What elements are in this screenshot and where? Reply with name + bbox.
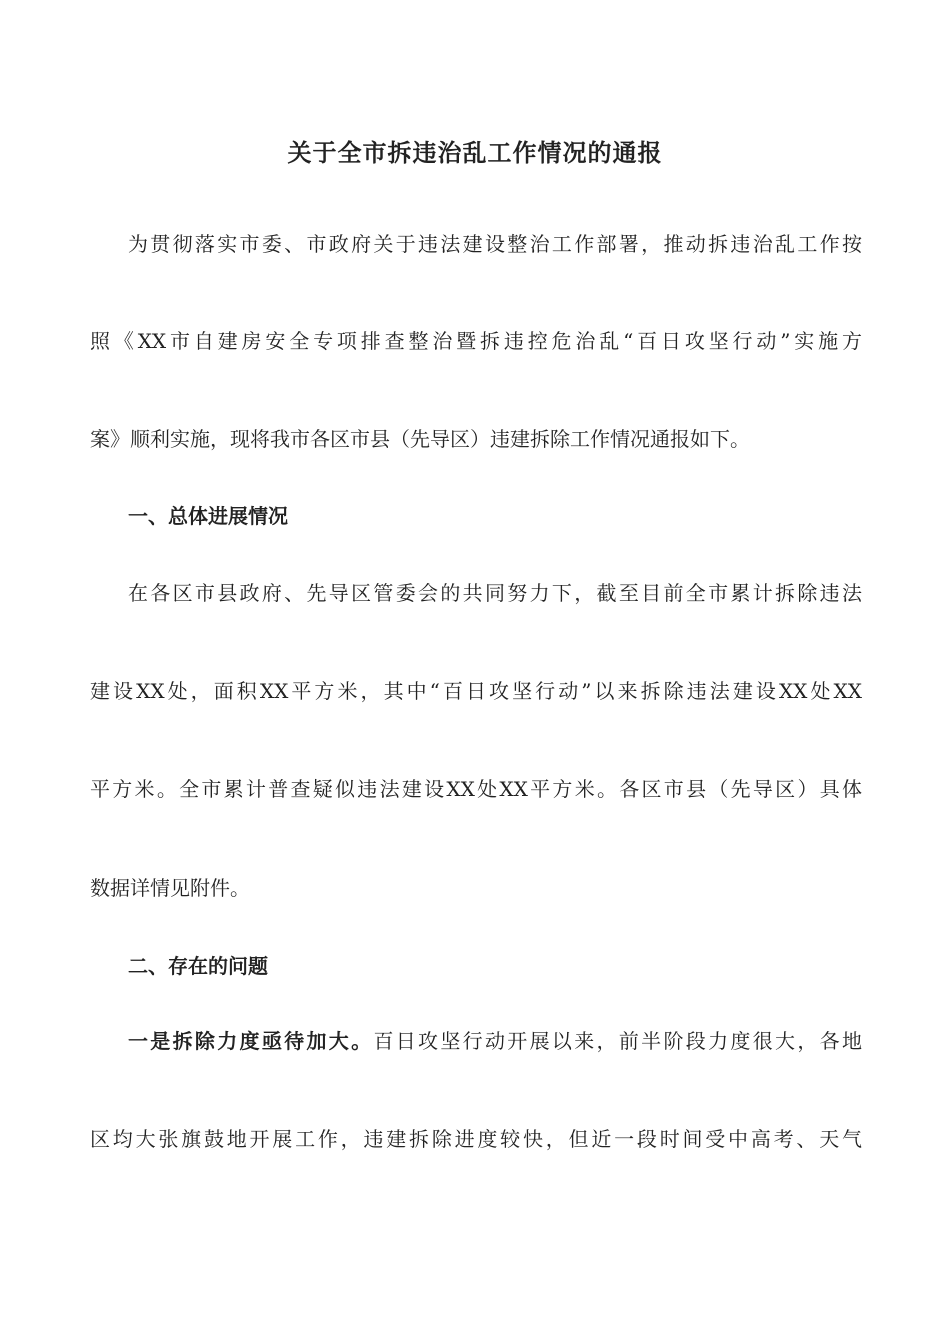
intro-line-3: 案》顺利实施，现将我市各区市县（先导区）违建拆除工作情况通报如下。 xyxy=(90,427,750,451)
section-1-line-3: 平方米。全市累计普查疑似违法建设XX处XX平方米。各区市县（先导区）具体 xyxy=(90,777,862,801)
section-2-heading: 二、存在的问题 xyxy=(128,954,268,978)
section-1-line-2: 建设XX处，面积XX平方米，其中“百日攻坚行动”以来拆除违法建设XX处XX xyxy=(90,679,862,703)
document-title: 关于全市拆违治乱工作情况的通报 xyxy=(287,138,663,167)
section-2-item-1-line-2: 区均大张旗鼓地开展工作，违建拆除进度较快，但近一段时间受中高考、天气 xyxy=(90,1127,862,1151)
intro-line-2: 照《XX市自建房安全专项排查整治暨拆违控危治乱“百日攻坚行动”实施方 xyxy=(90,329,862,353)
section-1-line-1: 在各区市县政府、先导区管委会的共同努力下，截至目前全市累计拆除违法 xyxy=(128,581,862,605)
section-1-line-4: 数据详情见附件。 xyxy=(90,876,250,900)
item-1-text: 百日攻坚行动开展以来，前半阶段力度很大，各地 xyxy=(373,1029,862,1053)
section-2-item-1-line-1 xyxy=(90,1025,862,1057)
section-1-heading: 一、总体进展情况 xyxy=(128,504,288,528)
item-1-lead: 一是拆除力度亟待加大。 xyxy=(128,1029,374,1053)
intro-line-1: 为贯彻落实市委、市政府关于违法建设整治工作部署，推动拆违治乱工作按 xyxy=(128,232,862,256)
